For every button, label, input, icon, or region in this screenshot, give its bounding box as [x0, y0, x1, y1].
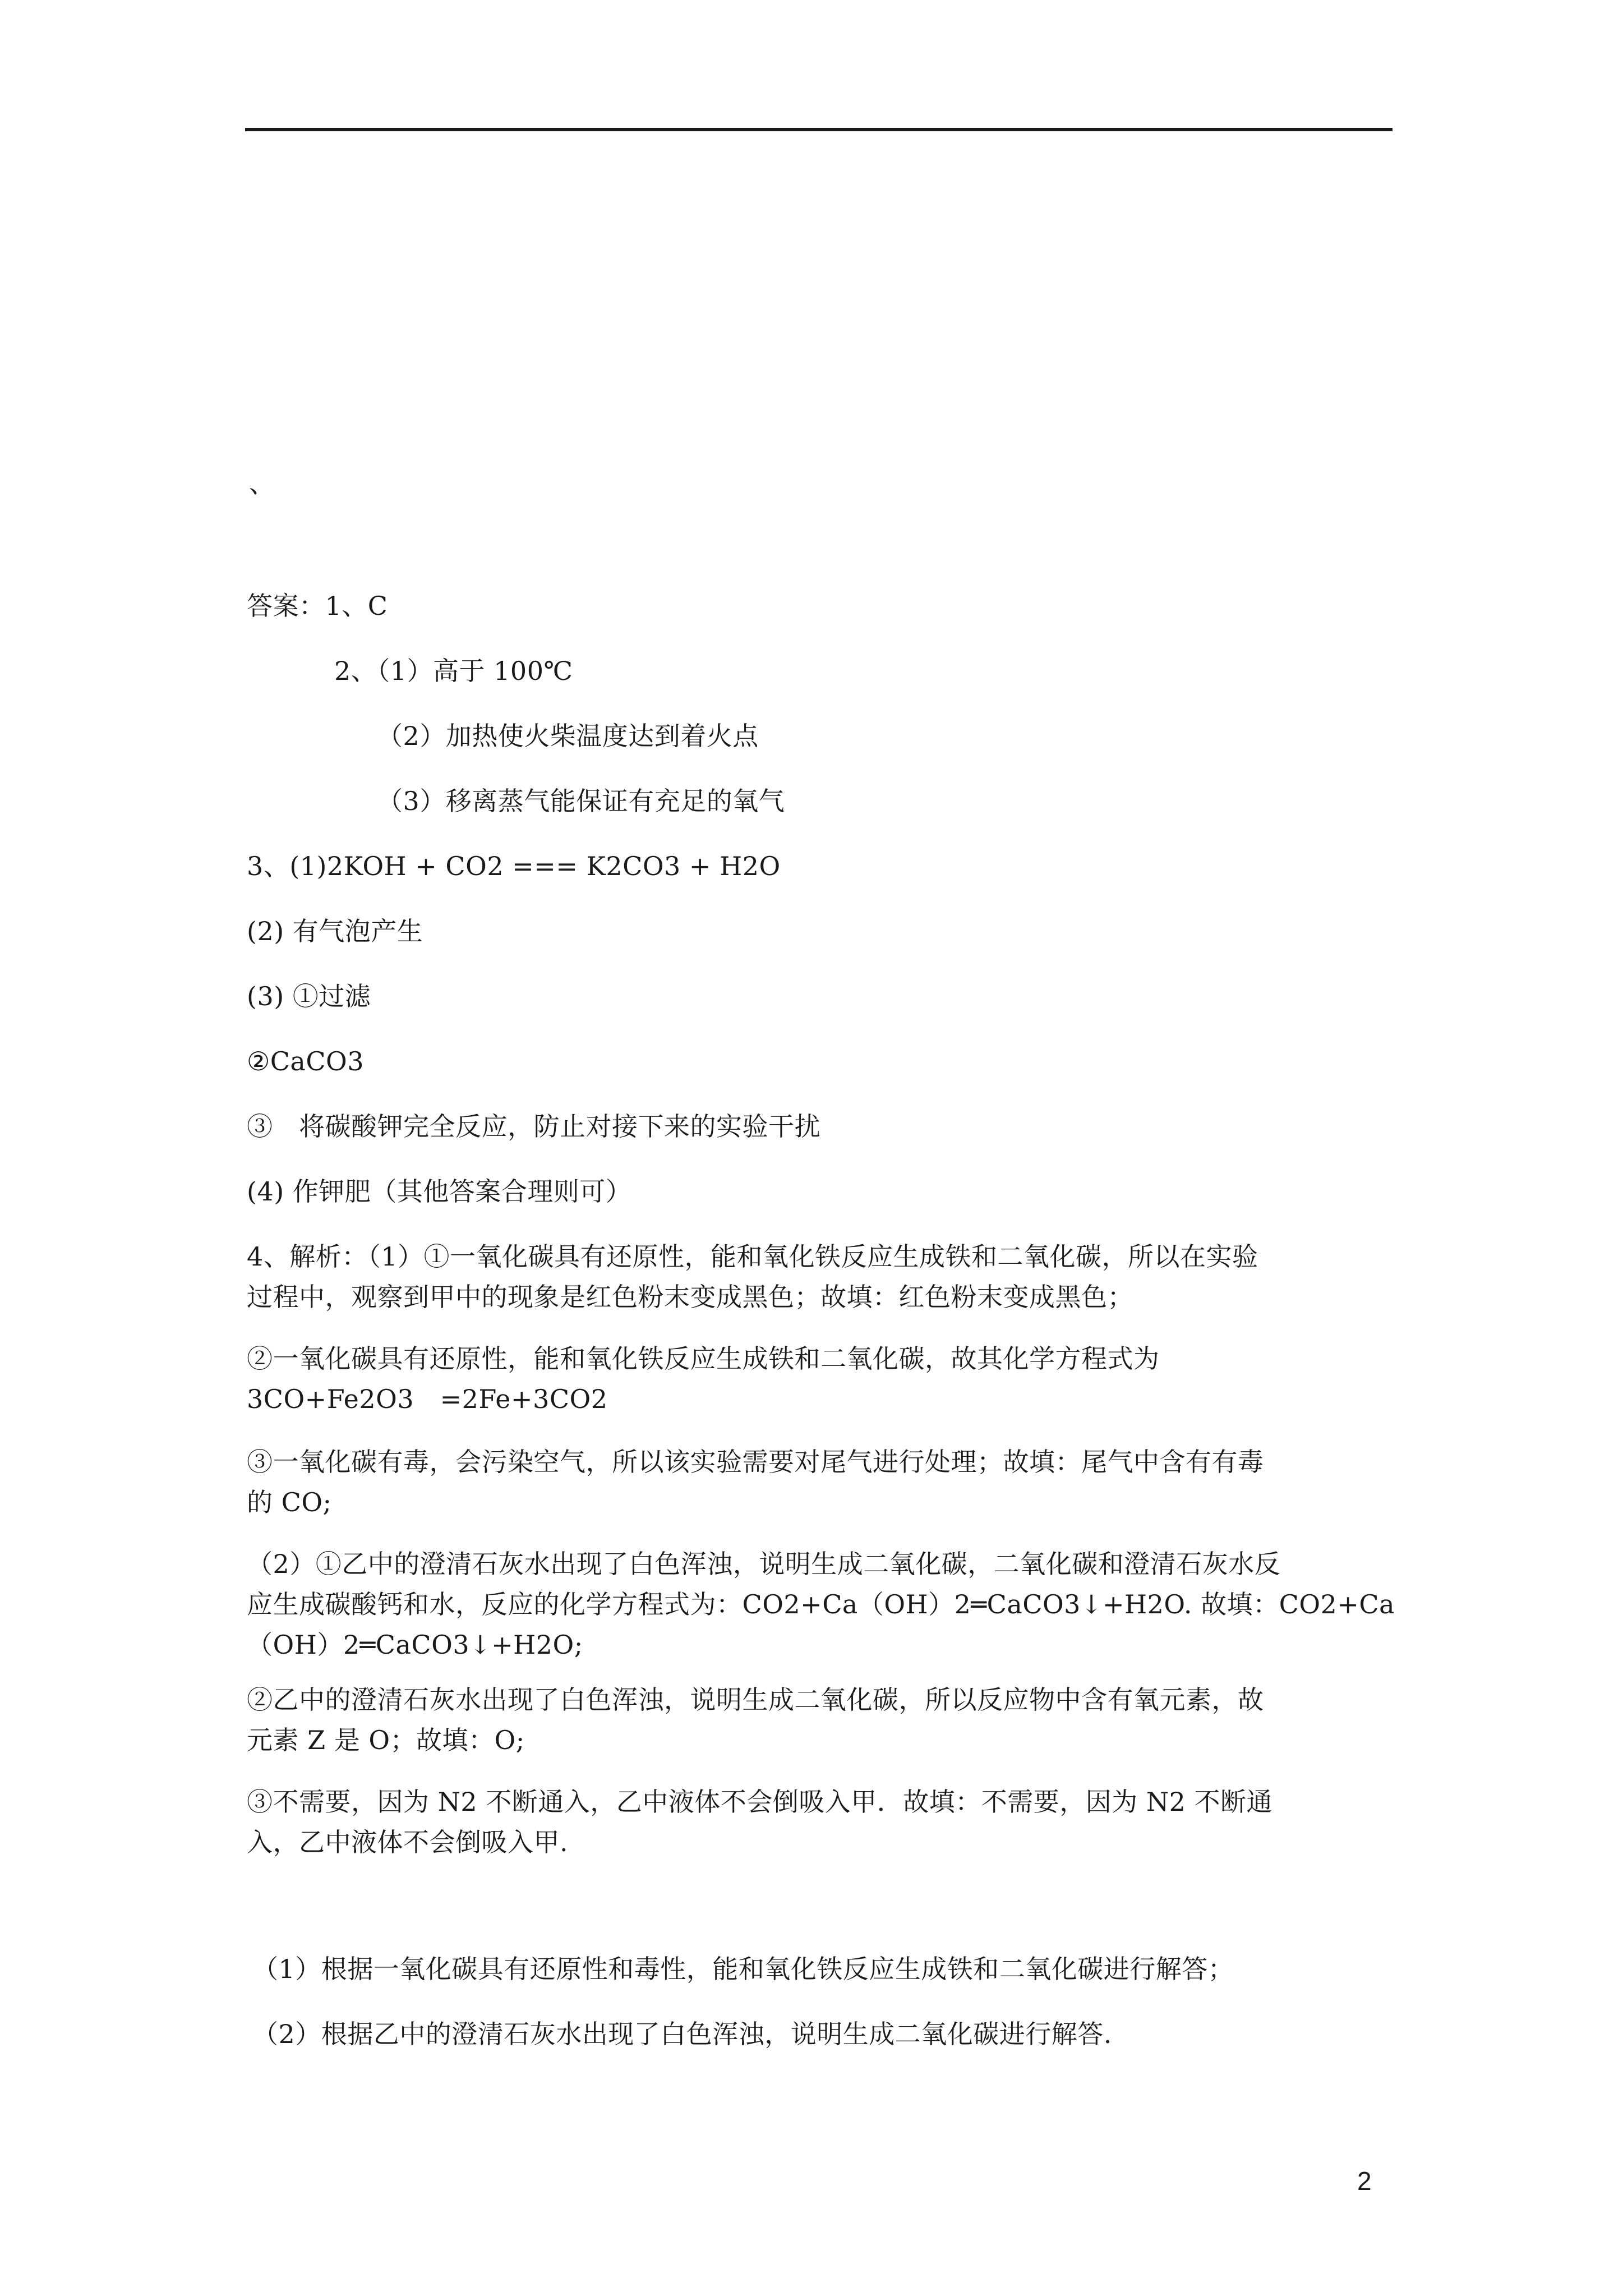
analysis-note-1: （1）根据一氧化碳具有还原性和毒性，能和氧化铁反应生成铁和二氧化碳进行解答；: [252, 1954, 1234, 1984]
answer-4-intro: [247, 1236, 1391, 1317]
answer-2-part-3: （3）移离蒸气能保证有充足的氧气: [377, 786, 785, 816]
answer-4-part-2-n2: [247, 1782, 1391, 1862]
text-line: 的 CO;: [247, 1487, 332, 1517]
text-line: ③一氧化碳有毒，会污染空气，所以该实验需要对尾气进行处理；故填：尾气中含有有毒: [247, 1447, 1264, 1477]
text-line: ②一氧化碳具有还原性，能和氧化铁反应生成铁和二氧化碳，故其化学方程式为: [247, 1343, 1160, 1374]
answer-3-part-4: (4) 作钾肥（其他答案合理则可）: [247, 1176, 632, 1207]
answer-2-part-1: 2、（1）高于 100℃: [334, 656, 573, 686]
text-line: （2）①乙中的澄清石灰水出现了白色浑浊，说明生成二氧化碳，二氧化碳和澄清石灰水反: [247, 1549, 1281, 1579]
text-line: 入，乙中液体不会倒吸入甲.: [247, 1827, 569, 1857]
text-line: 3CO+Fe2O3 =2Fe+3CO2: [247, 1384, 608, 1414]
text-line: （OH）2═CaCO3↓+H2O;: [247, 1630, 583, 1660]
answer-4-exhaust: [247, 1442, 1391, 1522]
answer-3-part-3c: ③ 将碳酸钾完全反应，防止对接下来的实验干扰: [247, 1111, 820, 1142]
text-line: 应生成碳酸钙和水，反应的化学方程式为：CO2+Ca（OH）2═CaCO3↓+H2O. 故填：CO2+Ca: [247, 1589, 1395, 1619]
text-line: 元素 Z 是 O；故填：O;: [247, 1725, 525, 1755]
text-line: 4、解析：（1）①一氧化碳具有还原性，能和氧化铁反应生成铁和二氧化碳，所以在实验: [247, 1241, 1258, 1272]
header-rule: [245, 128, 1393, 131]
analysis-note-2: （2）根据乙中的澄清石灰水出现了白色浑浊，说明生成二氧化碳进行解答.: [252, 2019, 1112, 2049]
answer-2-part-2: （2）加热使火柴温度达到着火点: [377, 721, 759, 751]
answer-3-part-2: (2) 有气泡产生: [247, 916, 423, 946]
answer-1: 答案：1、C: [247, 591, 388, 621]
answer-3-part-3a: (3) ①过滤: [247, 981, 371, 1011]
header-mark: 、: [249, 468, 275, 499]
text-line: ②乙中的澄清石灰水出现了白色浑浊，说明生成二氧化碳，所以反应物中含有氧元素，故: [247, 1685, 1264, 1715]
answer-4-part-2-limewater: [247, 1544, 1395, 1665]
page-number: 2: [1357, 2166, 1372, 2196]
answer-4-part-2-element: [247, 1680, 1391, 1760]
answer-3-part-3b: ②CaCO3: [247, 1046, 365, 1076]
answer-4-equation: [247, 1338, 1391, 1419]
text-line: ③不需要，因为 N2 不断通入，乙中液体不会倒吸入甲．故填：不需要，因为 N2 不断通: [247, 1787, 1273, 1817]
answer-3-part-1: 3、(1)2KOH + CO2 === K2CO3 + H2O: [247, 851, 781, 881]
text-line: 过程中，观察到甲中的现象是红色粉末变成黑色；故填：红色粉末变成黑色；: [247, 1282, 1133, 1312]
